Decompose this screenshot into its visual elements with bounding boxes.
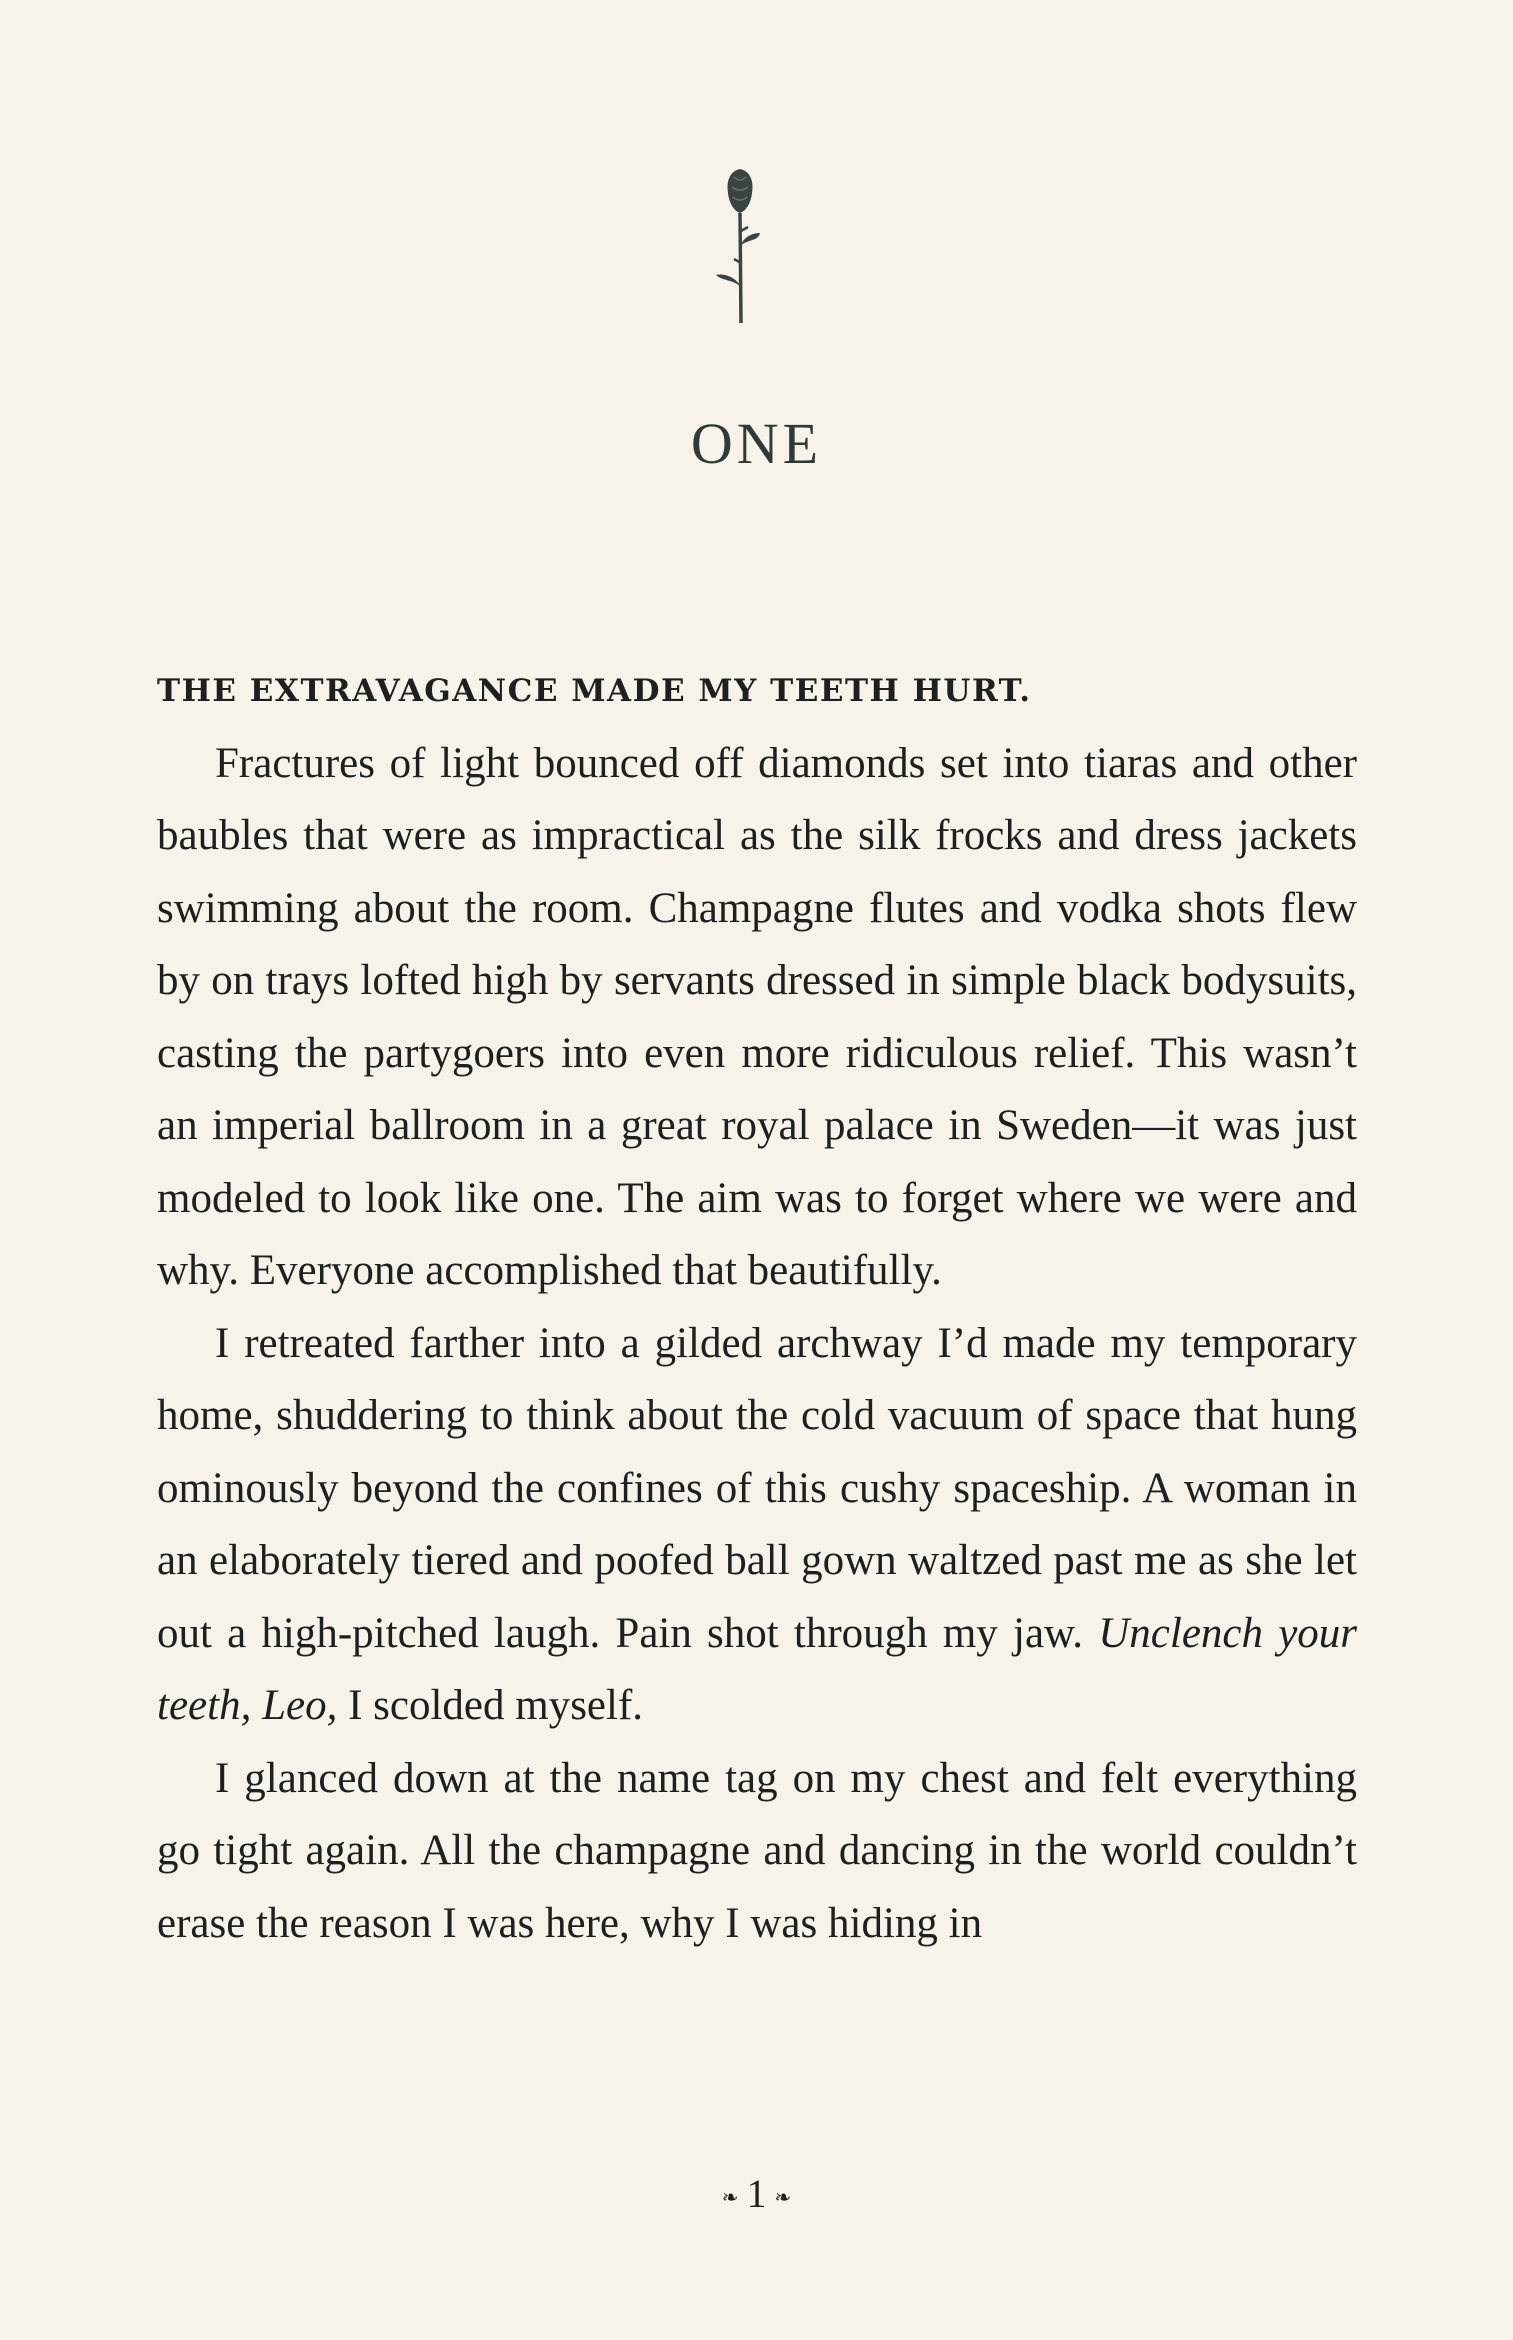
paragraph-2-start: I retreated farther into a gilded archway I’d made my temporary home, shuddering to think about the cold vacuum of space that hung ominously beyond the confines of this cushy spaceship. A woman in an elaborately tiered and poofed ball gown waltzed past me as she let out a high-pitched laugh. Pain shot through my jaw. [157,1319,1357,1657]
paragraph-3: I glanced down at the name tag on my chest and felt everything go tight again. All the champagne and dancing in the world couldn’t erase the reason I was here, why I was hiding in [157,1754,1357,1947]
rose-icon [710,165,770,325]
paragraph-2-end: I scolded myself. [337,1682,644,1729]
ornament-left-icon: ❧ [721,2187,739,2210]
chapter-text [157,652,1357,1960]
paragraph-1: Fractures of light bounced off diamonds set into tiaras and other baubles that were as impractical as the silk frocks and dress jackets swimming about the room. Champagne flutes and vodka shots flew by on trays lofted high by servants dressed in simple black bodysuits, casting the partygoers into even more ridiculous relief. This wasn’t an imperial ballroom in a great royal palace in Sweden—it was just modeled to look like one. The aim was to forget where we were and why. Everyone accomplished that beautifully. [157,739,1357,1294]
lead-in-line [157,652,1357,728]
paragraph-2-italic: Unclench your teeth, Leo, [157,1609,1358,1729]
chapter-title: ONE [690,411,823,476]
ornament-right-icon: ❧ [774,2187,792,2210]
page-number: 1 [746,2171,767,2216]
paragraph-2 [157,1308,1357,1743]
lead-in-caps: THE EXTRAVAGANCE MADE MY TEETH HURT. [157,673,1032,709]
page-footer [0,2170,1513,2217]
